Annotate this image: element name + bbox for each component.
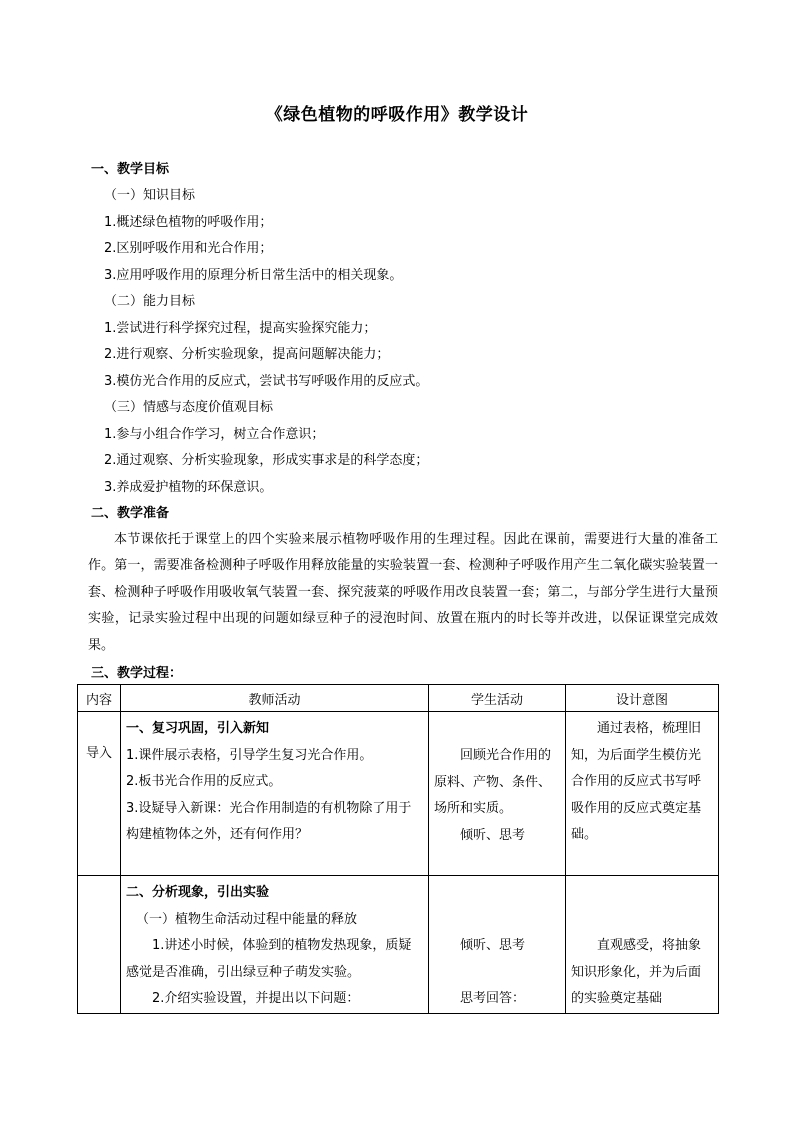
section-heading-process: 三、教学过程： [91,666,183,681]
table-row [78,712,719,876]
ability-item-3: 3.模仿光合作用的反应式，尝试书写呼吸作用的反应式。 [104,374,429,389]
header-student: 学生活动 [429,685,566,712]
row-1-intent-cell [566,712,719,876]
emotion-item-3: 3.养成爱护植物的环保意识。 [104,480,273,495]
ability-item-1: 1.尝试进行科学探究过程，提高实验探究能力； [104,321,377,336]
header-teacher: 教师活动 [121,685,429,712]
row-2-student-line-2: 思考回答： [460,990,526,1006]
row-2-teacher-line-1: 1.讲述小时候，体验到的植物发热现象，质疑感觉是否准确，引出绿豆种子萌发实验。 [126,938,412,980]
row-1-teacher-line-3: 3.设疑导入新课：光合作用制造的有机物除了用于构建植物体之外，还有何作用？ [126,800,412,842]
knowledge-item-1: 1.概述绿色植物的呼吸作用； [104,215,273,230]
emotion-item-2: 2.通过观察、分析实验现象，形成实事求是的科学态度； [104,453,429,468]
row-2-student-cell [429,876,566,1014]
header-intent: 设计意图 [566,685,719,712]
subheading-knowledge: （一）知识目标 [104,188,196,203]
row-2-teacher-title: 二、分析现象，引出实验 [126,885,270,900]
row-1-content-cell [78,712,121,876]
row-2-content-cell [78,876,121,1014]
teaching-process-table [77,684,719,1014]
section-heading-preparation: 二、教学准备 [91,506,170,521]
row-2-teacher-line-2: 2.介绍实验设置，并提出以下问题： [152,991,360,1006]
row-1-teacher-line-1: 1.课件展示表格，引导学生复习光合作用。 [126,747,373,763]
ability-item-2: 2.进行观察、分析实验现象，提高问题解决能力； [104,347,390,362]
row-2-student-line-1: 倾听、思考 [460,938,526,953]
row-1-intent: 通过表格，梳理旧知，为后面学生模仿光合作用的反应式书写呼吸作用的反应式奠定基础。 [571,721,702,842]
section-heading-objectives: 一、教学目标 [91,162,170,177]
row-2-teacher-cell [121,876,429,1014]
subheading-ability: （二）能力目标 [104,294,196,309]
row-1-student-line-2: 倾听、思考 [460,827,526,843]
table-row [78,876,719,1014]
knowledge-item-2: 2.区别呼吸作用和光合作用； [104,241,273,256]
row-1-teacher-cell [121,712,429,876]
row-1-content: 导入 [85,746,112,761]
row-1-teacher-line-2: 2.板书光合作用的反应式。 [126,774,282,789]
emotion-item-1: 1.参与小组合作学习，树立合作意识； [104,427,325,442]
header-content: 内容 [78,685,121,712]
row-1-student-line-1: 回顾光合作用的原料、产物、条件、场所和实质。 [434,748,552,816]
row-2-teacher-sub: （一）植物生命活动过程中能量的释放 [136,911,358,927]
document-title: 《绿色植物的呼吸作用》教学设计 [265,105,529,125]
row-1-teacher-title: 一、复习巩固，引入新知 [126,721,270,736]
preparation-paragraph: 本节课依托于课堂上的四个实验来展示植物呼吸作用的生理过程。因此在课前，需要进行大量的准备工作。第一，需要准备检测种子呼吸作用释放能量的实验装置一套、检测种子呼吸作用产生二氧化碳实验装置一套、检测种子呼吸作用吸收氧气装置一套、探究菠菜的呼吸作用改良装置一套；第二，与部分学生进行大量预实验，记录实验过程中出现的问题如绿豆种子的浸泡时间、放置在瓶内的时长等并改进，以保证课堂完成效果。 [88,532,718,653]
row-2-intent: 直观感受，将抽象知识形象化，并为后面的实验奠定基础 [571,938,702,1006]
table-header-row [78,685,719,712]
subheading-emotion: （三）情感与态度价值观目标 [104,400,274,415]
row-1-student-cell [429,712,566,876]
knowledge-item-3: 3.应用呼吸作用的原理分析日常生活中的相关现象。 [104,268,403,283]
row-2-intent-cell [566,876,719,1014]
